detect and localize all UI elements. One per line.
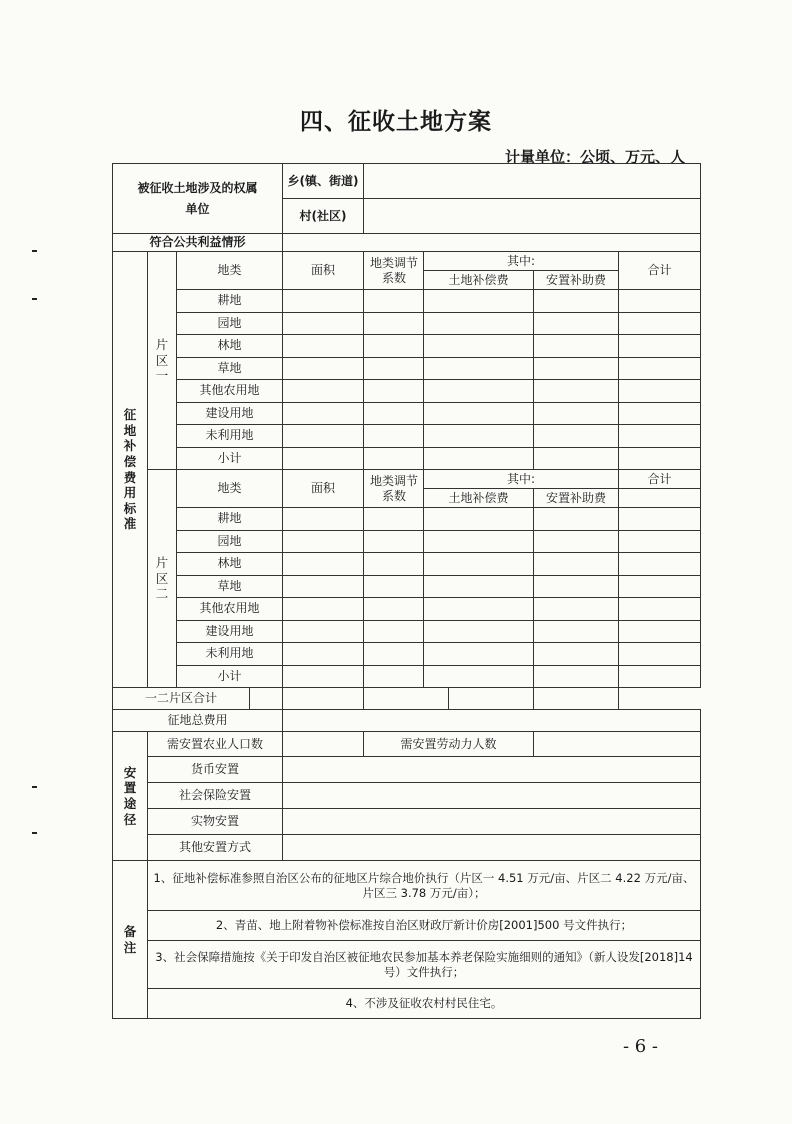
header-land-comp: 土地补偿费 <box>424 489 534 508</box>
scan-mark <box>32 250 37 252</box>
owner-label: 被征收土地涉及的权属单位 <box>113 164 283 234</box>
money-resettle-label: 货币安置 <box>148 757 283 783</box>
note-item: 1、征地补偿标准参照自治区公布的征地区片综合地价执行（片区一 4.51 万元/亩、片区二 4.22 万元/亩、片区三 3.78 万元/亩）； <box>148 861 701 911</box>
land-type-cell: 耕地 <box>177 290 283 313</box>
public-interest-label: 符合公共利益情形 <box>113 234 283 252</box>
note-item: 2、青苗、地上附着物补偿标准按自治区财政厅新计价房[2001]500 号文件执行； <box>148 911 701 941</box>
note-item: 4、不涉及征收农村村民住宅。 <box>148 989 701 1019</box>
land-type-cell: 草地 <box>177 357 283 380</box>
money-resettle-value[interactable] <box>283 757 701 783</box>
township-label: 乡(镇、街道) <box>283 164 364 199</box>
header-land-type: 地类 <box>177 470 283 508</box>
zones-total-label: 一二片区合计 <box>113 688 250 710</box>
zone1-label: 片区一 <box>148 252 177 470</box>
header-area: 面积 <box>283 252 364 290</box>
page-number: - 6 - <box>622 1036 658 1057</box>
land-type-cell: 其他农用地 <box>177 380 283 403</box>
land-type-cell: 草地 <box>177 575 283 598</box>
header-total: 合计 <box>619 252 701 290</box>
header-coef: 地类调节系数 <box>364 252 424 290</box>
scan-mark <box>32 298 37 300</box>
land-type-cell: 建设用地 <box>177 402 283 425</box>
goods-resettle-label: 实物安置 <box>148 809 283 835</box>
zone2-label: 片区二 <box>148 470 177 688</box>
labor-value[interactable] <box>534 732 701 757</box>
land-type-cell: 其他农用地 <box>177 598 283 621</box>
header-land-comp: 土地补偿费 <box>424 271 534 290</box>
other-resettle-value[interactable] <box>283 835 701 861</box>
land-type-cell: 园地 <box>177 530 283 553</box>
insurance-resettle-label: 社会保险安置 <box>148 783 283 809</box>
unit-label: 计量单位：公顷、万元、人 <box>504 148 685 166</box>
insurance-resettle-value[interactable] <box>283 783 701 809</box>
header-resettle-sub: 安置补助费 <box>534 271 619 290</box>
notes-label: 备注 <box>113 861 148 1019</box>
village-label: 村(社区) <box>283 199 364 234</box>
total-fee-value[interactable] <box>283 710 701 732</box>
compensation-label: 征地补偿费用标准 <box>113 252 148 688</box>
farm-pop-label: 需安置农业人口数 <box>148 732 283 757</box>
expropriation-table <box>112 163 701 1019</box>
land-type-cell: 未利用地 <box>177 643 283 666</box>
land-type-cell: 林地 <box>177 553 283 576</box>
land-type-cell: 小计 <box>177 665 283 688</box>
scan-mark <box>32 832 37 834</box>
header-land-type: 地类 <box>177 252 283 290</box>
header-coef: 地类调节系数 <box>364 470 424 508</box>
land-type-cell: 林地 <box>177 335 283 358</box>
village-value[interactable] <box>364 199 701 234</box>
note-item: 3、社会保障措施按《关于印发自治区被征地农民参加基本养老保险实施细则的通知》（新人设发[2018]14 号）文件执行； <box>148 941 701 989</box>
land-type-cell: 未利用地 <box>177 425 283 448</box>
header-area: 面积 <box>283 470 364 508</box>
township-value[interactable] <box>364 164 701 199</box>
land-type-cell: 园地 <box>177 312 283 335</box>
farm-pop-value[interactable] <box>283 732 364 757</box>
header-of-which: 其中: <box>424 470 619 489</box>
other-resettle-label: 其他安置方式 <box>148 835 283 861</box>
labor-label: 需安置劳动力人数 <box>364 732 534 757</box>
header-total: 合计 <box>619 470 701 489</box>
land-type-cell: 耕地 <box>177 508 283 531</box>
header-resettle-sub: 安置补助费 <box>534 489 619 508</box>
land-type-cell: 建设用地 <box>177 620 283 643</box>
page-title: 四、征收土地方案 <box>300 109 492 135</box>
total-fee-label: 征地总费用 <box>113 710 283 732</box>
land-type-cell: 小计 <box>177 447 283 470</box>
goods-resettle-value[interactable] <box>283 809 701 835</box>
public-interest-value[interactable] <box>283 234 701 252</box>
header-of-which: 其中: <box>424 252 619 271</box>
scan-mark <box>32 786 37 788</box>
resettle-label: 安置途径 <box>113 732 148 861</box>
